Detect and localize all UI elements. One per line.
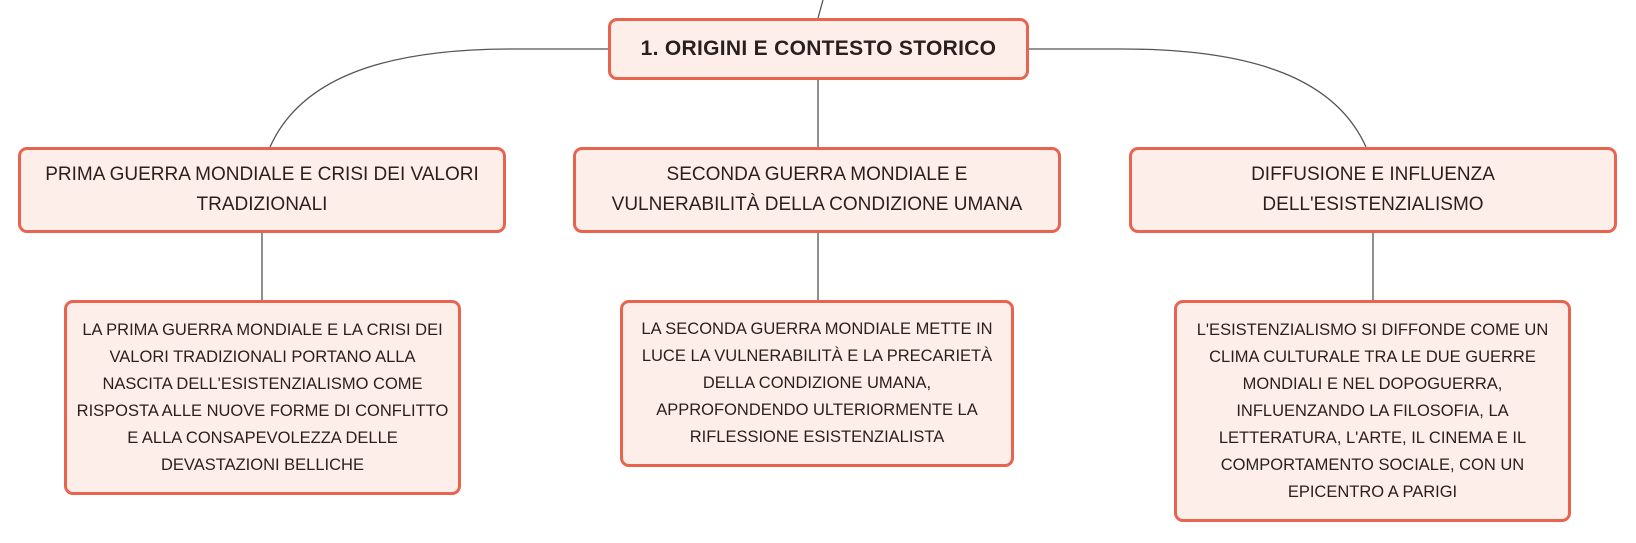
branch-topic-node-2[interactable] xyxy=(573,147,1061,233)
detail-topic-node-2[interactable] xyxy=(620,300,1014,467)
detail-topic-text-1: LA PRIMA GUERRA MONDIALE E LA CRISI DEI VALORI TRADIZIONALI PORTANO ALLA NASCITA DELL'ESISTENZIALISMO COME RISPOSTA ALLE NUOVE FORME DI CONFLITTO E ALLA CONSAPEVOLEZZA DELLE DEVASTAZIONI BELLICHE xyxy=(76,320,449,474)
branch-topic-label-2: SECONDA GUERRA MONDIALE E VULNERABILITÀ DELLA CONDIZIONE UMANA xyxy=(611,164,1023,215)
detail-topic-node-3[interactable] xyxy=(1174,300,1571,522)
detail-topic-text-3: L'ESISTENZIALISMO SI DIFFONDE COME UN CLIMA CULTURALE TRA LE DUE GUERRE MONDIALI E NEL DOPOGUERRA, INFLUENZANDO LA FILOSOFIA, LA LETTERATURA, L'ARTE, IL CINEMA E IL COMPORTAMENTO SOCIALE, CON UN EPICENTRO A PARIGI xyxy=(1196,320,1549,501)
connector-to-parent xyxy=(818,0,823,18)
branch-topic-node-3[interactable] xyxy=(1129,147,1617,233)
root-topic-node[interactable] xyxy=(608,18,1029,80)
root-topic-label: 1. ORIGINI E CONTESTO STORICO xyxy=(640,37,997,60)
connector-root-to-branch-3 xyxy=(1029,49,1366,147)
branch-topic-label-1: PRIMA GUERRA MONDIALE E CRISI DEI VALORI TRADIZIONALI xyxy=(45,164,479,215)
detail-topic-node-1[interactable] xyxy=(64,300,461,495)
detail-topic-text-2: LA SECONDA GUERRA MONDIALE METTE IN LUCE LA VULNERABILITÀ E LA PRECARIETÀ DELLA CONDIZIONE UMANA, APPROFONDENDO ULTERIORMENTE LA RIFLESSIONE ESISTENZIALISTA xyxy=(641,320,993,446)
connector-root-to-branch-1 xyxy=(270,49,608,147)
branch-topic-label-3: DIFFUSIONE E INFLUENZA DELL'ESISTENZIALISMO xyxy=(1251,164,1495,215)
branch-topic-node-1[interactable] xyxy=(18,147,506,233)
